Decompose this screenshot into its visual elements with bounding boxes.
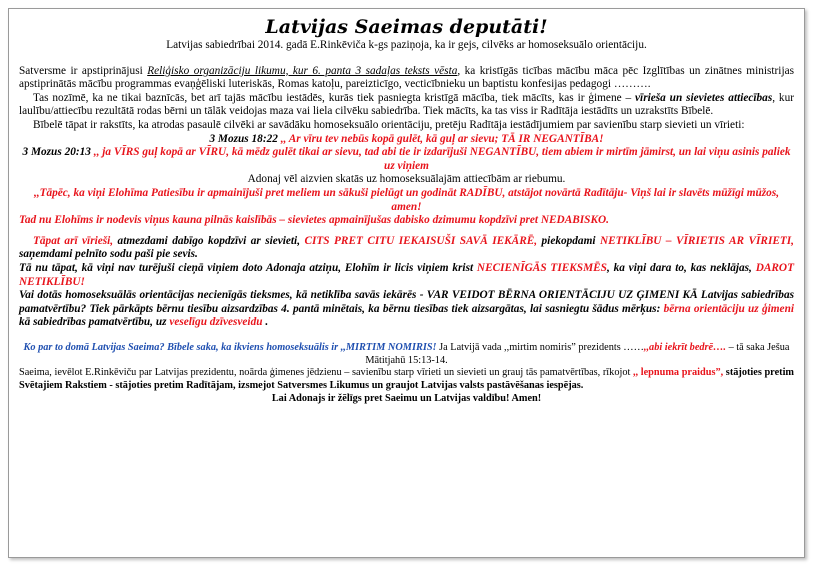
quote-romans-1: ,,Tāpēc, ka viņi Elohīma Patiesību ir apmainījuši pret meliem un sākuši pielūgt un godināt RADĪBU, atstājot novārtā Radītāju- Viņš lai ir slavēts mūžīgi mūžos, amen! [33,186,780,213]
paragraph-meaning: Tas nozīmē, ka ne tikai baznīcās, bet arī tajās mācību iestādēs, kurās tiek pasniegta kristīgā mācība, tiek mācīts, kas ir ģimene – vīrieša un sievietes attiecības, kur laulību/attiecību rezultātā rodas bērni un tālāk veidojas maza vai liela cilvēku sabiedrība. Tiek mācīts, ka tas viss ir Radītāja iestādīts un uzrakstīts Bībelē. [19,91,794,118]
paragraph-men: Tāpat arī vīrieši, atmezdami dabīgo kopdzīvi ar sievieti, CITS PRET CITU IEKAISUŠI SAVĀ IEKĀRĒ, piekopdami NETIKLĪBU – VĪRIETIS AR VĪRIETI, saņemdami pelnīto sodu paši pie sevis. [19,234,794,261]
document-page [8,8,805,558]
paragraph-question: Ko par to domā Latvijas Saeima? Bībele saka, ka ikviens homoseksuālis ir ,,MIRTIM NOMIRIS! Ja Latvijā vada ,,mirtim nomiris” prezidents ……,,abi iekrīt bedrē…. – tā saka Ješua Mātitjahū 15:13-14. [23,341,790,366]
paragraph-saeima: Saeima, ievēlot E.Rinkēviču par Latvijas prezidentu, noārda ģimenes jēdzienu – savienību starp vīrieti un sievieti un grauj tās pamatvērtības, rīkojot ,, lepnuma praidus”, stājoties pretim Svētajiem Rakstiem - stājoties pretim Radītājam, izsmejot Satversmes Likumus un graujot Latvijas valsts pastāvēšanas iespējas. [19,367,795,392]
paragraph-constitution: Satversme ir apstiprinājusi Reliģisko organizāciju likumu, kur 6. panta 3 sadaļas teksts vēsta, ka kristīgās ticības mācību māca pēc Izglītības un zinātnes ministrijas apstiprinātās mācību programmas evaņģēliski luteriskās, Romas katoļu, pareizticīgo, vecticībnieku un baptistu konfesijas pedagogi ………. [19,64,794,91]
paragraph-bible: Bībelē tāpat ir rakstīts, ka atrodas pasaulē cilvēki ar savādāku homoseksuālo orientāciju, pretēju Radītāja iestādījumiem par savienību starp sievieti un vīrieti: [33,118,745,131]
closing-line: Lai Adonajs ir žēlīgs pret Saeimu un Latvijas valdību! Amen! [271,393,542,405]
paragraph-child-rights: Vai dotās homoseksuālās orientācijas necienīgās tieksmes, kā netiklība savās iekārēs - VAR VEIDOT BĒRNA ORIENTĀCIJU UZ ĢIMENI KĀ Latvijas sabiedrības pamatvērtību? Tiek pārkāpts bērnu tiesību aizsardzības 4. pantā minētais, ka bērnu tiesības tiek aizsargātas, lai sasniegtu šādus mērķus: bērna orientāciju uz ģimeni kā sabiedrības pamatvērtību, uz veselīgu dzīvesveidu . [19,289,794,329]
page-title: Latvijas Saeimas deputāti! [265,16,548,38]
paragraph-indecent: Tā nu tāpat, kā viņi nav turējuši cieņā viņiem doto Adonaja atziņu, Elohīm ir licis viņiem krist NECIENĪGĀS TIEKSMĒS, ka viņi dara to, kas neklājas, DAROT NETIKLĪBU! [19,261,794,288]
document-body [19,15,794,406]
intro-line: Latvijas sabiedrībai 2014. gadā E.Rinkēviča k-gs paziņoja, ka ir gejs, cilvēks ar homoseksuālo orientāciju. [166,39,647,51]
quote-leviticus-18: 3 Mozus 18:22 ,, Ar vīru tev nebūs kopā gulēt, kā guļ ar sievu; TĀ IR NEGANTĪBA! [209,132,604,145]
law-link[interactable]: Reliģisko organizāciju likumu, kur 6. panta 3 sadaļas teksts vēsta [147,64,458,77]
quote-leviticus-20: 3 Mozus 20:13 ,, ja VĪRS guļ kopā ar VĪRU, kā mēdz gulēt tikai ar sievu, tad abi tie ir izdarījuši NEGANTĪBU, tiem abiem ir mirtīm jāmirst, un lai viņu asinis paliek uz viņiem [22,146,791,172]
adonai-line: Adonaj vēl aizvien skatās uz homoseksuālajām attiecībām ar riebumu. [247,173,566,186]
quote-romans-2: Tad nu Elohīms ir nodevis viņus kauna pilnās kaislībās – sievietes apmainījušas dabisko dzimumu kopdzīvi pret NEDABISKO. [19,214,609,227]
